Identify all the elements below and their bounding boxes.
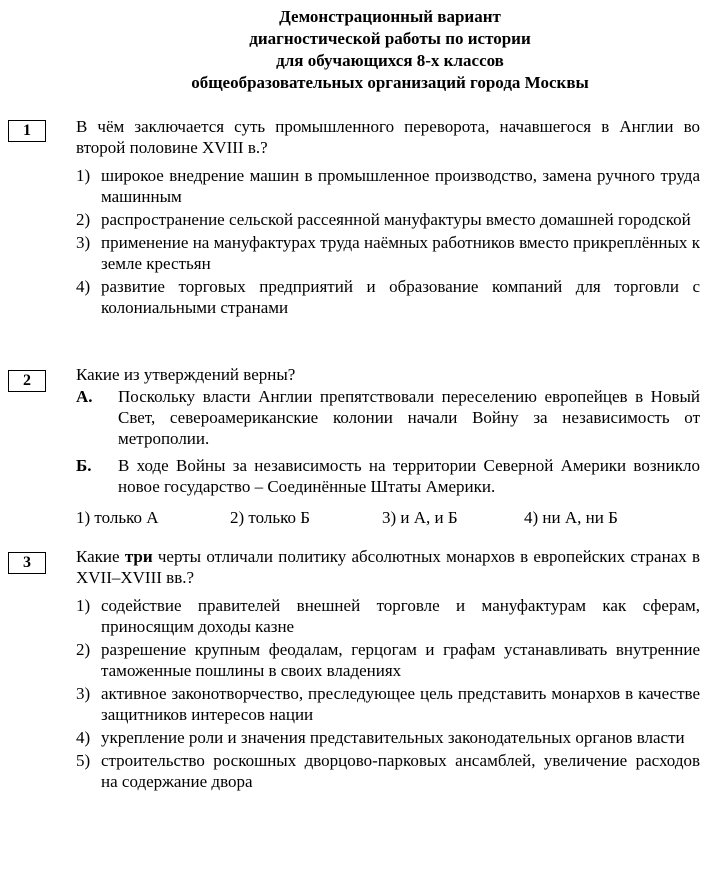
question-2-answer-3[interactable]: 3) и А, и Б <box>382 508 458 527</box>
title-line-2: диагностической работы по истории <box>249 29 531 48</box>
question-1-option-4[interactable]: 4) развитие торговых предприятий и образование компаний для торговли с колониальными странами <box>76 277 700 317</box>
question-2-statement-b: Б. В ходе Войны за независимость на территории Северной Америки возникло новое государство – Соединённые Штаты Америки. <box>76 456 700 496</box>
question-2 <box>76 364 700 528</box>
question-3-option-1[interactable]: 1) содействие правителей внешней торговле и мануфактурам как сферам, приносящим доходы казне <box>76 596 700 636</box>
question-3-emphasis: три <box>124 547 153 566</box>
question-1-number: 1 <box>8 120 46 142</box>
question-3-options <box>76 595 700 792</box>
question-2-text: Какие из утверждений верны? <box>76 365 296 384</box>
question-1-option-3[interactable]: 3) применение на мануфактурах труда наёмных работников вместо прикреплённых к земле крестьян <box>76 233 700 273</box>
question-1-option-1[interactable]: 1) широкое внедрение машин в промышленное производство, замена ручного труда машинным <box>76 166 700 206</box>
question-2-answer-1[interactable]: 1) только А <box>76 508 159 527</box>
question-3-option-2[interactable]: 2) разрешение крупным феодалам, герцогам и графам устанавливать внутренние таможенные пошлины в своих владениях <box>76 640 700 680</box>
title-line-4: общеобразовательных организаций города Москвы <box>191 73 589 92</box>
question-3-option-5[interactable]: 5) строительство роскошных дворцово-парковых ансамблей, увеличение расходов на содержание двора <box>76 751 700 791</box>
question-3-text: Какие три черты отличали политику абсолютных монархов в европейских странах в XVII–XVIII вв.? <box>76 547 701 587</box>
title-line-1: Демонстрационный вариант <box>279 7 501 26</box>
question-2-number: 2 <box>8 370 46 392</box>
question-1-option-2[interactable]: 2) распространение сельской рассеянной мануфактуры вместо домашней городской <box>76 210 691 229</box>
question-3-option-4[interactable]: 4) укрепление роли и значения представительных законодательных органов власти <box>76 728 685 747</box>
question-2-answer-2[interactable]: 2) только Б <box>230 508 311 527</box>
question-1 <box>76 116 700 318</box>
page-title <box>150 6 630 94</box>
question-3-number: 3 <box>8 552 46 574</box>
question-3 <box>76 546 700 792</box>
title-line-3: для обучающихся 8-х классов <box>276 51 504 70</box>
question-1-text: В чём заключается суть промышленного переворота, начавшегося в Англии во второй половине XVIII в.? <box>76 117 700 157</box>
question-2-answers <box>76 507 700 528</box>
question-2-answer-4[interactable]: 4) ни А, ни Б <box>524 508 618 527</box>
question-3-option-3[interactable]: 3) активное законотворчество, преследующее цель представить монархов в качестве защитников интересов нации <box>76 684 700 724</box>
question-2-statement-a: А. Поскольку власти Англии препятствовали переселению европейцев в Новый Свет, североамериканские колонии начали Войну за независимость от метрополии. <box>76 387 700 448</box>
question-1-options <box>76 165 700 318</box>
